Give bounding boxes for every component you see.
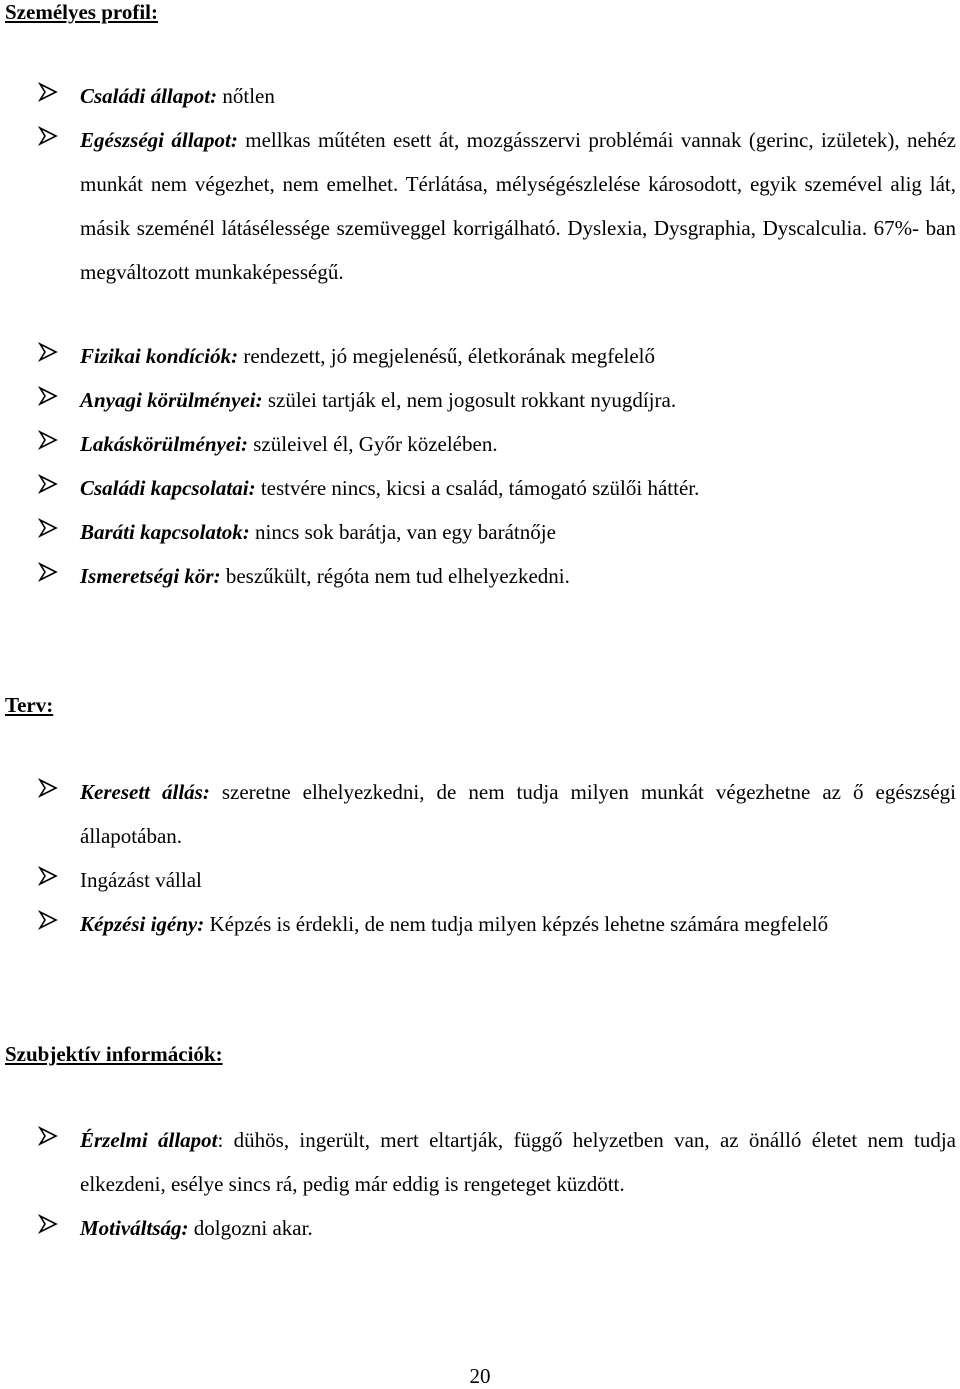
heading-subjective-information: Szubjektív információk: — [5, 1042, 223, 1066]
item-label: Érzelmi állapot — [80, 1128, 218, 1152]
item-label: Ismeretségi kör: — [80, 564, 221, 588]
arrowhead-bullet-icon — [38, 386, 58, 406]
item-label: Baráti kapcsolatok: — [80, 520, 250, 544]
item-text: szeretne elhelyezkedni, de nem tudja milyen munkát végezhetne az ő egészségi állapotában. — [80, 780, 956, 848]
list-item-commuting — [38, 858, 956, 902]
list-item-health-status — [38, 118, 956, 294]
item-text: beszűkült, régóta nem tud elhelyezkedni. — [220, 564, 570, 588]
list-item-physical-condition — [38, 334, 956, 378]
item-label: Fizikai kondíciók: — [80, 344, 239, 368]
item-text: testvére nincs, kicsi a család, támogató szülői háttér. — [255, 476, 700, 500]
list-item-training-need — [38, 902, 956, 946]
arrowhead-bullet-icon — [38, 82, 58, 102]
arrowhead-bullet-icon — [38, 562, 58, 582]
item-label: Egészségi állapot: — [80, 128, 238, 152]
item-label: Lakáskörülményei: — [80, 432, 248, 456]
arrowhead-bullet-icon — [38, 518, 58, 538]
heading-personal-profile: Személyes profil: — [5, 0, 158, 24]
list-item-financial-situation — [38, 378, 956, 422]
arrowhead-bullet-icon — [38, 910, 58, 930]
list-item-family-status — [38, 74, 956, 118]
list-item-family-relations — [38, 466, 956, 510]
arrowhead-bullet-icon — [38, 342, 58, 362]
item-text: dolgozni akar. — [188, 1216, 313, 1240]
item-text: szüleivel él, Győr közelében. — [248, 432, 498, 456]
item-label: Családi állapot: — [80, 84, 218, 108]
page-number: 20 — [469, 1364, 491, 1388]
item-label: Keresett állás: — [80, 780, 210, 804]
arrowhead-bullet-icon — [38, 474, 58, 494]
arrowhead-bullet-icon — [38, 126, 58, 146]
list-item-emotional-state — [38, 1118, 956, 1206]
list-item-friendships — [38, 510, 956, 554]
list-item-job-sought — [38, 770, 956, 858]
item-label: Anyagi körülményei: — [80, 388, 263, 412]
item-label: Képzési igény: — [80, 912, 205, 936]
item-text: mellkas műtéten esett át, mozgásszervi problémái vannak (gerinc, izületek), nehéz munkát nem végezhet, nem emelhet. Térlátása, mélységészlelése károsodott, egyik szemével alig lát, másik szeménél látásélessége szemüveggel korrigálható. Dyslexia, Dysgraphia, Dyscalculia. 67%- ban megváltozott munkaképességű. — [80, 128, 957, 284]
item-text: Ingázást vállal — [80, 868, 202, 892]
item-text: nőtlen — [217, 84, 275, 108]
arrowhead-bullet-icon — [38, 778, 58, 798]
item-text: szülei tartják el, nem jogosult rokkant nyugdíjra. — [262, 388, 677, 412]
item-label: Családi kapcsolatai: — [80, 476, 256, 500]
list-item-housing — [38, 422, 956, 466]
arrowhead-bullet-icon — [38, 1214, 58, 1234]
item-text: nincs sok barátja, van egy barátnője — [249, 520, 556, 544]
arrowhead-bullet-icon — [38, 430, 58, 450]
item-text: Képzés is érdekli, de nem tudja milyen képzés lehetne számára megfelelő — [204, 912, 829, 936]
item-text: rendezett, jó megjelenésű, életkorának megfelelő — [238, 344, 656, 368]
item-text: : dühös, ingerült, mert eltartják, függő helyzetben van, az önálló életet nem tudja elkezdeni, esélye sincs rá, pedig már eddig is rengeteget küzdött. — [80, 1128, 957, 1196]
arrowhead-bullet-icon — [38, 866, 58, 886]
list-item-acquaintances — [38, 554, 956, 598]
list-item-motivation — [38, 1206, 956, 1250]
arrowhead-bullet-icon — [38, 1126, 58, 1146]
heading-plan: Terv: — [5, 693, 54, 717]
item-label: Motiváltság: — [80, 1216, 189, 1240]
